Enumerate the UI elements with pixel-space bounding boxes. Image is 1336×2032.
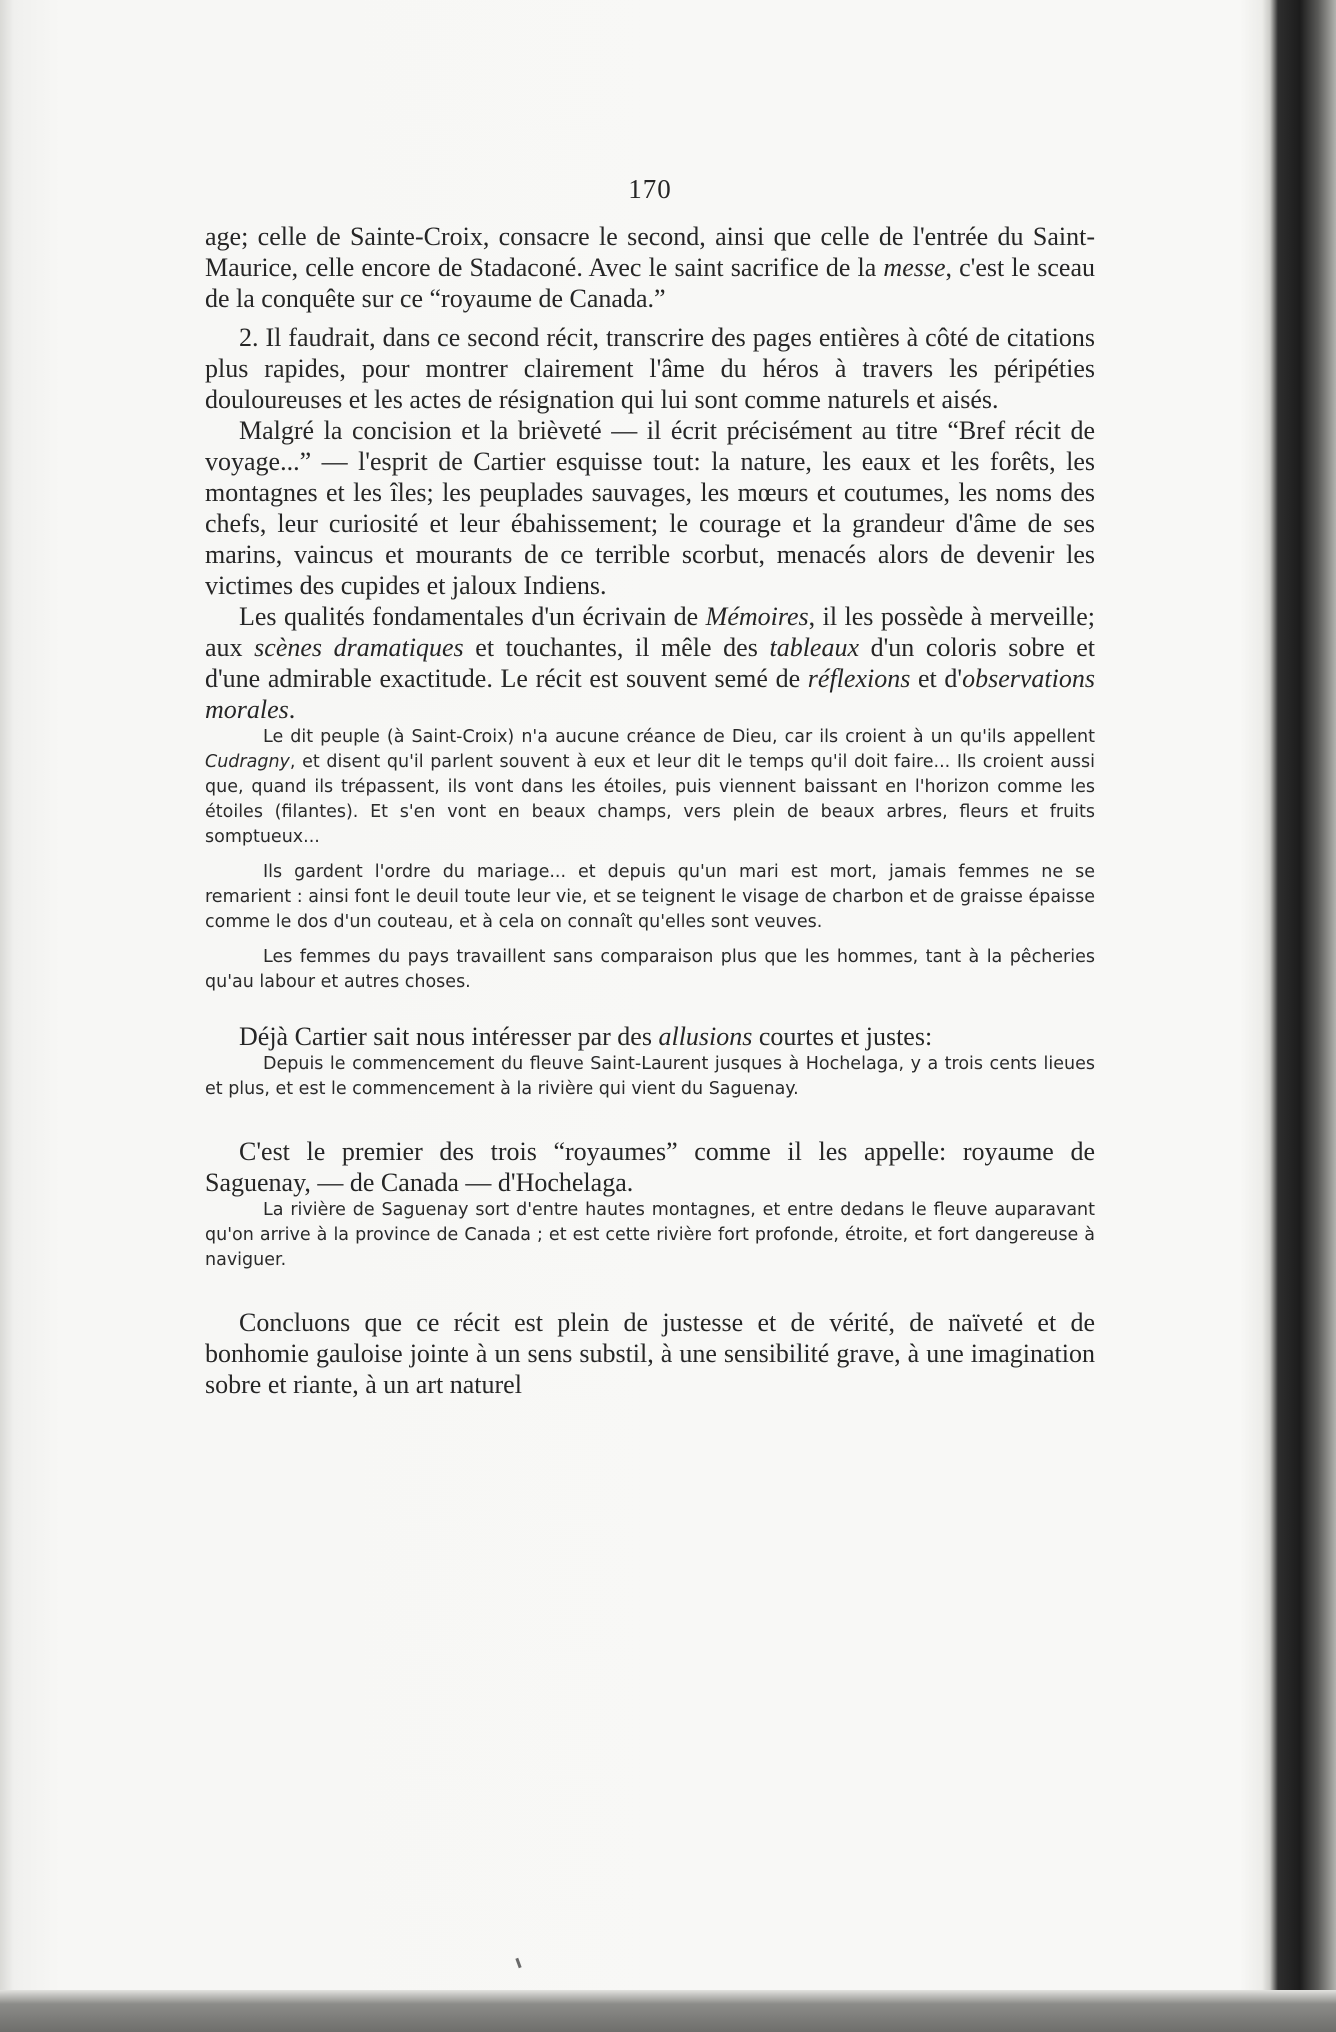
scan-bottom-edge [0, 1990, 1336, 2032]
paragraph-6: C'est le premier des trois “royaumes” comme il les appelle: royaume de Saguenay, — de Canada — d'Hochelaga. [205, 1137, 1095, 1197]
quotation-3: Les femmes du pays travaillent sans comparaison plus que les hommes, tant à la pêcheries qu'au labour et autres choses. [205, 947, 1095, 992]
page-number: 170 [628, 174, 672, 204]
paragraph-1: age; celle de Sainte-Croix, consacre le second, ainsi que celle de l'entrée du Saint-Maurice, celle encore de Stadaconé. Avec le saint sacrifice de la messe, c'est le sceau de la conquête sur ce “royaume de Canada.” [205, 222, 1095, 313]
stray-ink-mark [515, 1958, 521, 1968]
paragraph-2: 2. Il faudrait, dans ce second récit, transcrire des pages entières à côté de citations plus rapides, pour montrer clairement l'âme du héros à travers les péripéties douloureuses et les actes de résignation qui lui sont comme naturels et aisés. [205, 323, 1095, 414]
quotation-1: Le dit peuple (à Saint-Croix) n'a aucune créance de Dieu, car ils croient à un qu'ils appellent Cudragny, et disent qu'il parlent souvent à eux et leur dit le temps qu'il doit faire... Ils croient aussi que, quand ils trépassent, ils vont dans les étoiles, puis viennent baissant en l'horizon comme les étoiles (filantes). Et s'en vont en beaux champs, vers plein de beaux arbres, fleurs et fruits somptueux... [205, 727, 1095, 847]
paragraph-3: Malgré la concision et la brièveté — il écrit précisément au titre “Bref récit de voyage...” — l'esprit de Cartier esquisse tout: la nature, les eaux et les forêts, les montagnes et les îles; les peuplades sauvages, les mœurs et coutumes, les noms des chefs, leur curiosité et leur ébahissement; le courage et la grandeur d'âme de ses marins, vaincus et mourants de ce terrible scorbut, menacés alors de devenir les victimes des cupides et jaloux Indiens. [205, 416, 1095, 600]
paragraph-5: Déjà Cartier sait nous intéresser par des allusions courtes et justes: [239, 1022, 933, 1051]
paragraph-7: Concluons que ce récit est plein de justesse et de vérité, de naïveté et de bonhomie gauloise jointe à un sens substil, à une sensibilité grave, à une imagination sobre et riante, à un art naturel [205, 1308, 1095, 1399]
book-page [205, 150, 1095, 1970]
paragraph-4: Les qualités fondamentales d'un écrivain de Mémoires, il les possède à merveille; aux scènes dramatiques et touchantes, il mêle des tableaux d'un coloris sobre et d'une admirable exactitude. Le récit est souvent semé de réflexions et d'observations morales. [205, 602, 1096, 724]
quotation-4: Depuis le commencement du fleuve Saint-Laurent jusques à Hochelaga, y a trois cents lieues et plus, et est le commencement à la rivière qui vient du Saguenay. [205, 1054, 1095, 1099]
quotation-5: La rivière de Saguenay sort d'entre hautes montagnes, et entre dedans le fleuve auparavant qu'on arrive à la province de Canada ; et est cette rivière fort profonde, étroite, et fort dangereuse à naviguer. [205, 1200, 1095, 1270]
quotation-2: Ils gardent l'ordre du mariage... et depuis qu'un mari est mort, jamais femmes ne se remarient : ainsi font le deuil toute leur vie, et se teignent le visage de charbon et de graisse épaisse comme le dos d'un couteau, et à cela on connaît qu'elles sont veuves. [205, 862, 1095, 932]
